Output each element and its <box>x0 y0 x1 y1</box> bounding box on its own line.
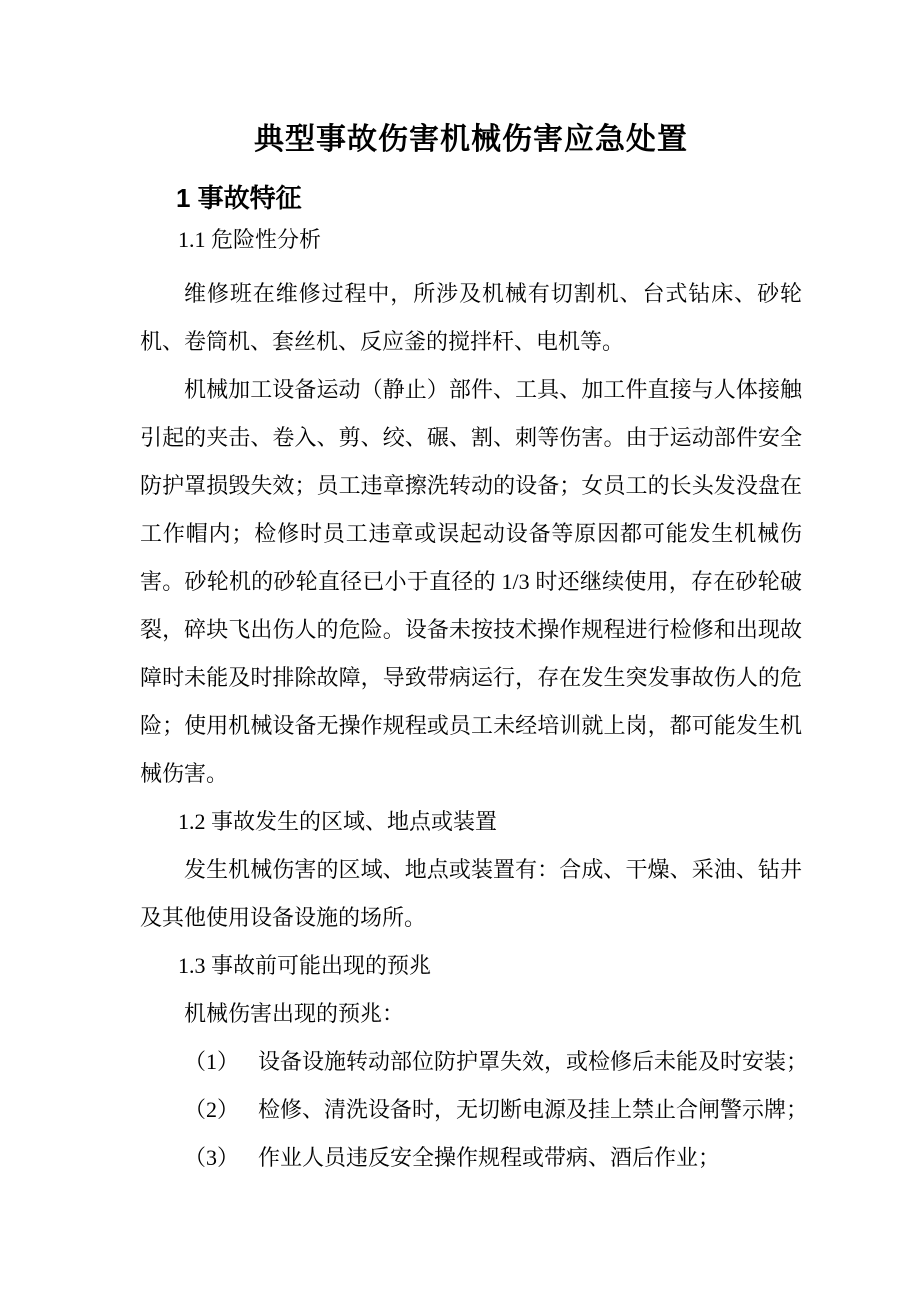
heading-accident-locations: 1.2 事故发生的区域、地点或装置 <box>178 809 498 834</box>
omen-item-1-number: （1） <box>184 1049 240 1074</box>
omen-list-item-1 <box>140 1038 809 1086</box>
paragraph-hazard-analysis: 机械加工设备运动（静止）部件、工具、加工件直接与人体接触引起的夹击、卷入、剪、绞、碾、割、刺等伤害。由于运动部件安全防护罩损毁失效；员工违章擦洗转动的设备；女员工的长头发没盘在工作帽内；检修时员工违章或误起动设备等原因都可能发生机械伤害。砂轮机的砂轮直径已小于直径的 1/3 时还继续使用，存在砂轮破裂，碎块飞出伤人的危险。设备未按技术操作规程进行检修和出现故障时未能及时排除故障，导致带病运行，存在发生突发事故伤人的危险；使用机械设备无操作规程或员工未经培训就上岗，都可能发生机械伤害。 <box>140 377 802 786</box>
paragraph-machines-involved: 维修班在维修过程中，所涉及机械有切割机、台式钻床、砂轮机、卷筒机、套丝机、反应釜的搅拌杆、电机等。 <box>140 281 802 354</box>
paragraph-omens-intro: 机械伤害出现的预兆： <box>184 1001 405 1026</box>
omen-item-1-text: 设备设施转动部位防护罩失效，或检修后未能及时安装； <box>258 1049 809 1074</box>
omen-item-2-number: （2） <box>184 1097 240 1122</box>
heading-accident-characteristics: 1 事故特征 <box>176 183 302 213</box>
omen-list-item-3 <box>140 1134 802 1182</box>
omen-list-item-2 <box>140 1086 809 1134</box>
heading-accident-omens: 1.3 事故前可能出现的预兆 <box>178 953 432 978</box>
heading-risk-analysis: 1.1 危险性分析 <box>178 227 322 252</box>
omen-item-2-text: 检修、清洗设备时，无切断电源及挂上禁止合闸警示牌； <box>258 1097 809 1122</box>
omen-item-3-number: （3） <box>184 1145 240 1170</box>
omen-item-3-text: 作业人员违反安全操作规程或带病、酒后作业； <box>258 1145 721 1170</box>
document-title: 典型事故伤害机械伤害应急处置 <box>254 123 688 156</box>
paragraph-accident-locations: 发生机械伤害的区域、地点或装置有：合成、干燥、采油、钻井及其他使用设备设施的场所。 <box>140 857 802 930</box>
